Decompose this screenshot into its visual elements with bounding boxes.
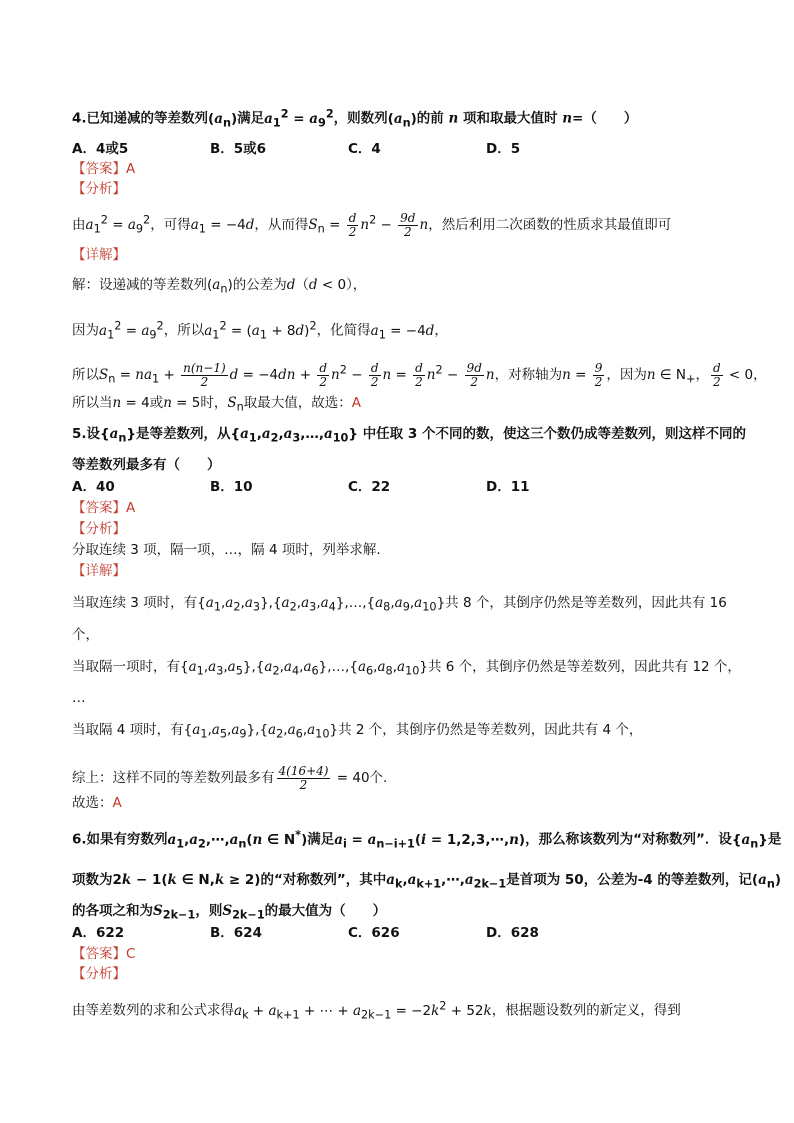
q6-option-d: D．628 [486,925,539,941]
q5-analysis: 分取连续 3 项，隔一项，…，隔 4 项时，列举求解. [72,542,381,558]
q4-detail-3: 所以$S_n = na_1$ + $\frac{n(n-1)}{2}$ d = −4dn + $\frac{d}{2}$ $n^2$ − $\frac{d}{2}$ n = $\frac{d}{2}$ $n^2$ − $\frac{9d}{2}$ n，对称轴为n = $\frac{9}{2}$ ，因为n ∈ $N_+$， $\frac{d}{2}$ < 0， [72,361,767,389]
q6-option-a: A．622 [72,925,125,941]
q5-stem: 5.设$\{a_n\}$是等差数列，从$\{a_1,a_2,a_3,\dots,a_{10}\}$ 中任取 3 个不同的数，使这三个数仍成等差数列，则这样不同的 [72,426,746,445]
q5-option-a: A．40 [72,479,115,495]
q6-option-b: B．624 [210,925,262,941]
q4-option-d: D．5 [486,141,521,157]
q5-detail-5: 综上：这样不同的等差数列最多有 $\frac{4(16+4)}{2}$ = 40个. [72,764,388,792]
q5-detail-1: 当取连续 3 项时，有$\{a_1,a_2,a_3\},\{a_2,a_3,a_4\},\dots,\{a_8,a_9,a_{10}\}$共 8 个，其倒序仍然是等差数列，因此共有 16 [72,595,727,614]
q5-detail-2: 当取隔一项时，有$\{a_1,a_3,a_5\},\{a_2,a_4,a_6\},\dots,\{a_6,a_8,a_{10}\}$共 6 个，其倒序仍然是等差数列，因此共有 12 个， [72,659,741,678]
q6-analysis-label: 【分析】 [72,966,126,982]
q6-stem: 6.如果有穷数列$a_1,a_2,\cdots,a_n(n$ ∈ N*)满足$a_i = a_{n-i+1}(i$ = 1,2,3,⋯,n)，那么称该数列为“对称数列”．设$\{a_n\}$是 [72,828,782,851]
q5-detail-1b: 个， [72,627,99,643]
q5-option-b: B．10 [210,479,253,495]
q4-detail-4: 所以当n = 4或n = 5时，$S_n$取最大值，故选：A [72,395,362,414]
q6-analysis: 由等差数列的求和公式求得$a_k + a_{k+1}$ + ⋯ + $a_{2k-1} = -2k^2 + 52k$，根据题设数列的新定义，得到 [72,999,681,1022]
q5-option-d: D．11 [486,479,530,495]
q4-detail-1: 解：设递减的等差数列$(a_n)$的公差为d（d < 0）， [72,277,367,296]
q5-analysis-label: 【分析】 [72,521,126,537]
q5-detail-label: 【详解】 [72,563,126,579]
q5-stem-line2: 等差数列最多有（ ） [72,457,221,473]
q4-detail-label: 【详解】 [72,247,126,263]
q6-stem-line2: 项数为2k − 1(k ∈ N,k ≥ 2)的“对称数列”，其中$a_k,a_{k+1},\cdots,a_{2k-1}$是首项为 50，公差为-4 的等差数列，记$(a_n)$ [72,872,781,891]
q4-analysis-label: 【分析】 [72,181,126,197]
q6-answer: 【答案】C [72,946,136,962]
q5-detail-6: 故选：A [72,795,122,811]
q4-analysis: 由$a_1^2 = a_9^2$，可得$a_1 = -4d$，从而得$S_n$ = $\frac{d}{2}$ $n^2$ − $\frac{9d}{2}$ n，然后利用二次函数的性质求其最值即可 [72,211,672,239]
q6-option-c: C．626 [348,925,400,941]
q4-option-c: C．4 [348,141,381,157]
q5-option-c: C．22 [348,479,391,495]
q4-option-b: B．5或6 [210,141,267,157]
q5-detail-4: 当取隔 4 项时，有$\{a_1,a_5,a_9\},\{a_2,a_6,a_{10}\}$共 2 个，其倒序仍然是等差数列，因此共有 4 个， [72,722,643,741]
q4-detail-2: 因为$a_1^2 = a_9^2$，所以$a_1^2 = (a_1 + 8d)^2$，化简得$a_1 = -4d$， [72,319,448,342]
q6-stem-line3: 的各项之和为$S_{2k-1}$，则$S_{2k-1}$的最大值为（ ） [72,903,387,922]
q4-stem: 4.已知递减的等差数列$(a_n)$满足$a_1^2 = a_9^2$，则数列$(a_n)$的前 n 项和取最大值时 n=（ ） [72,107,638,130]
q5-detail-ellipsis: … [72,690,86,706]
q5-answer: 【答案】A [72,500,136,516]
q4-option-a: A．4或5 [72,141,129,157]
q4-answer: 【答案】A [72,161,136,177]
